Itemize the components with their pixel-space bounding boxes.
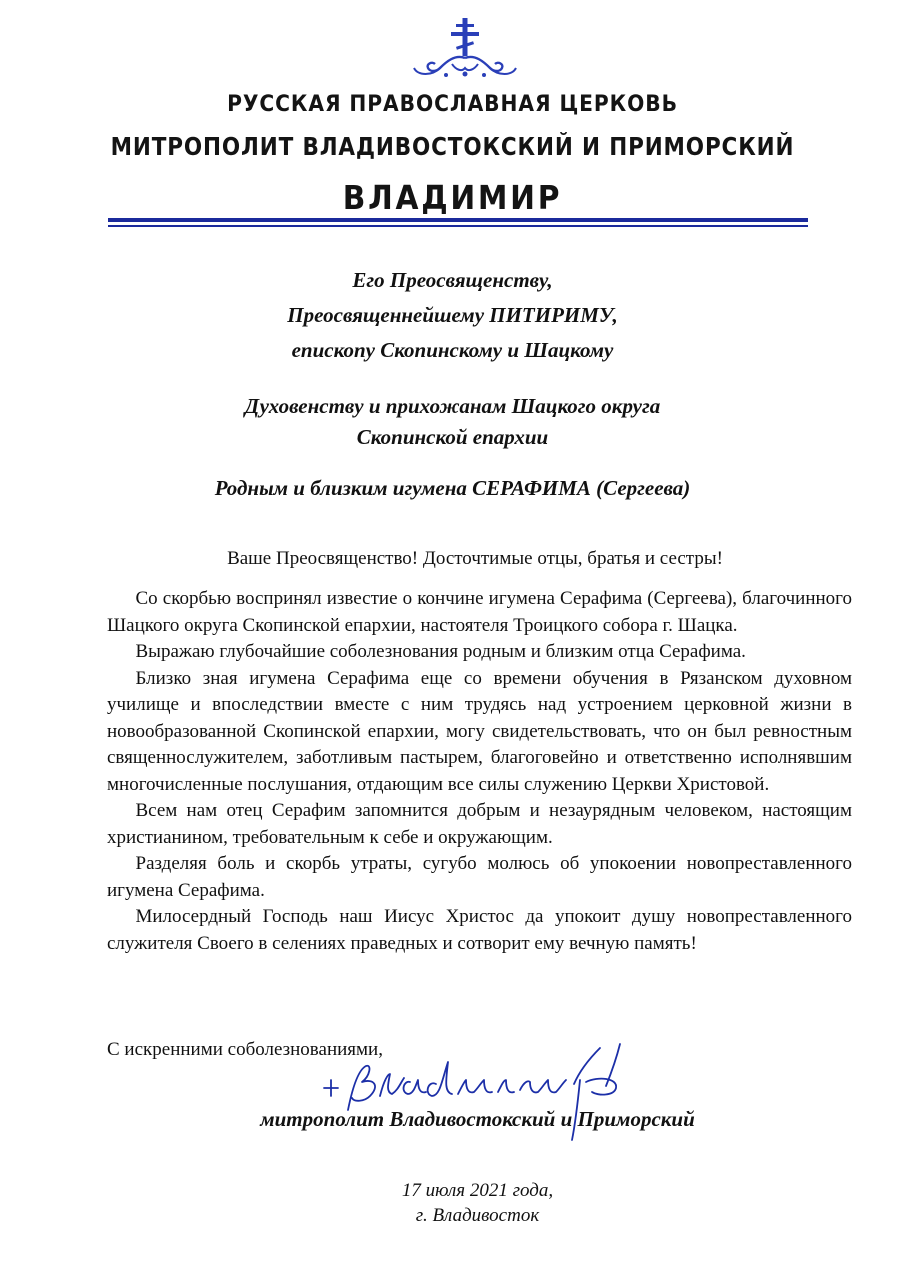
closing-phrase: С искренними соболезнованиями, — [107, 1039, 383, 1060]
handwritten-signature — [318, 1040, 648, 1150]
letterhead-name: ВЛАДИМИР — [342, 178, 563, 217]
paragraph: Всем нам отец Серафим запомнится добрым и незаурядным человеком, настоящим христианином, требовательным к себе и окружающим. — [107, 800, 852, 848]
paragraph: Разделяя боль и скорбь утраты, сугубо молюсь об упокоении новопреставленного игумена Серафима. — [107, 853, 852, 901]
addressee-line: Его Преосвященству, — [352, 268, 553, 292]
addressee-line: Скопинской епархии — [356, 425, 549, 449]
letterhead-church: РУССКАЯ ПРАВОСЛАВНАЯ ЦЕРКОВЬ — [227, 92, 678, 117]
addressee-line: Родным и близким игумена СЕРАФИМА (Сергеева) — [214, 476, 691, 500]
paragraph: Близко зная игумена Серафима еще со времени обучения в Рязанском духовном училище и впоследствии вместе с ним трудясь над устроением церковной жизни в новообразованной Скопинской епархии, могу свидетельствовать, что он был ревностным священнослужителем, заботливым пастырем, благоговейно и ответственно исполнявшим многочисленные послушания, отдающим все силы служению Церкви Христовой. — [107, 667, 852, 795]
letterhead-office: МИТРОПОЛИТ ВЛАДИВОСТОКСКИЙ И ПРИМОРСКИЙ — [110, 132, 795, 161]
header-rule-thin — [108, 225, 808, 227]
header-rule-thick — [108, 218, 808, 222]
addressee-line: Преосвященнейшему ПИТИРИМУ, — [287, 303, 618, 327]
cross-ornament-icon — [410, 18, 520, 80]
signatory-title: митрополит Владивостокский и Приморский — [260, 1107, 695, 1131]
paragraph: Милосердный Господь наш Иисус Христос да упокоит душу новопреставленного служителя Своего в селениях праведных и сотворит ему вечную память! — [107, 906, 852, 954]
addressee-line: епископу Скопинскому и Шацкому — [291, 338, 614, 362]
date-line: 17 июля 2021 года, — [401, 1180, 554, 1201]
letter-body — [107, 586, 852, 957]
addressee-line: Духовенству и прихожанам Шацкого округа — [244, 394, 661, 418]
paragraph: Со скорбью воспринял известие о кончине игумена Серафима (Сергеева), благочинного Шацкого округа Скопинской епархии, настоятеля Троицкого собора г. Шацка. — [107, 588, 852, 636]
greeting: Ваше Преосвященство! Досточтимые отцы, братья и сестры! — [227, 548, 723, 569]
paragraph: Выражаю глубочайшие соболезнования родным и близким отца Серафима. — [135, 641, 746, 662]
place-line: г. Владивосток — [415, 1205, 540, 1226]
